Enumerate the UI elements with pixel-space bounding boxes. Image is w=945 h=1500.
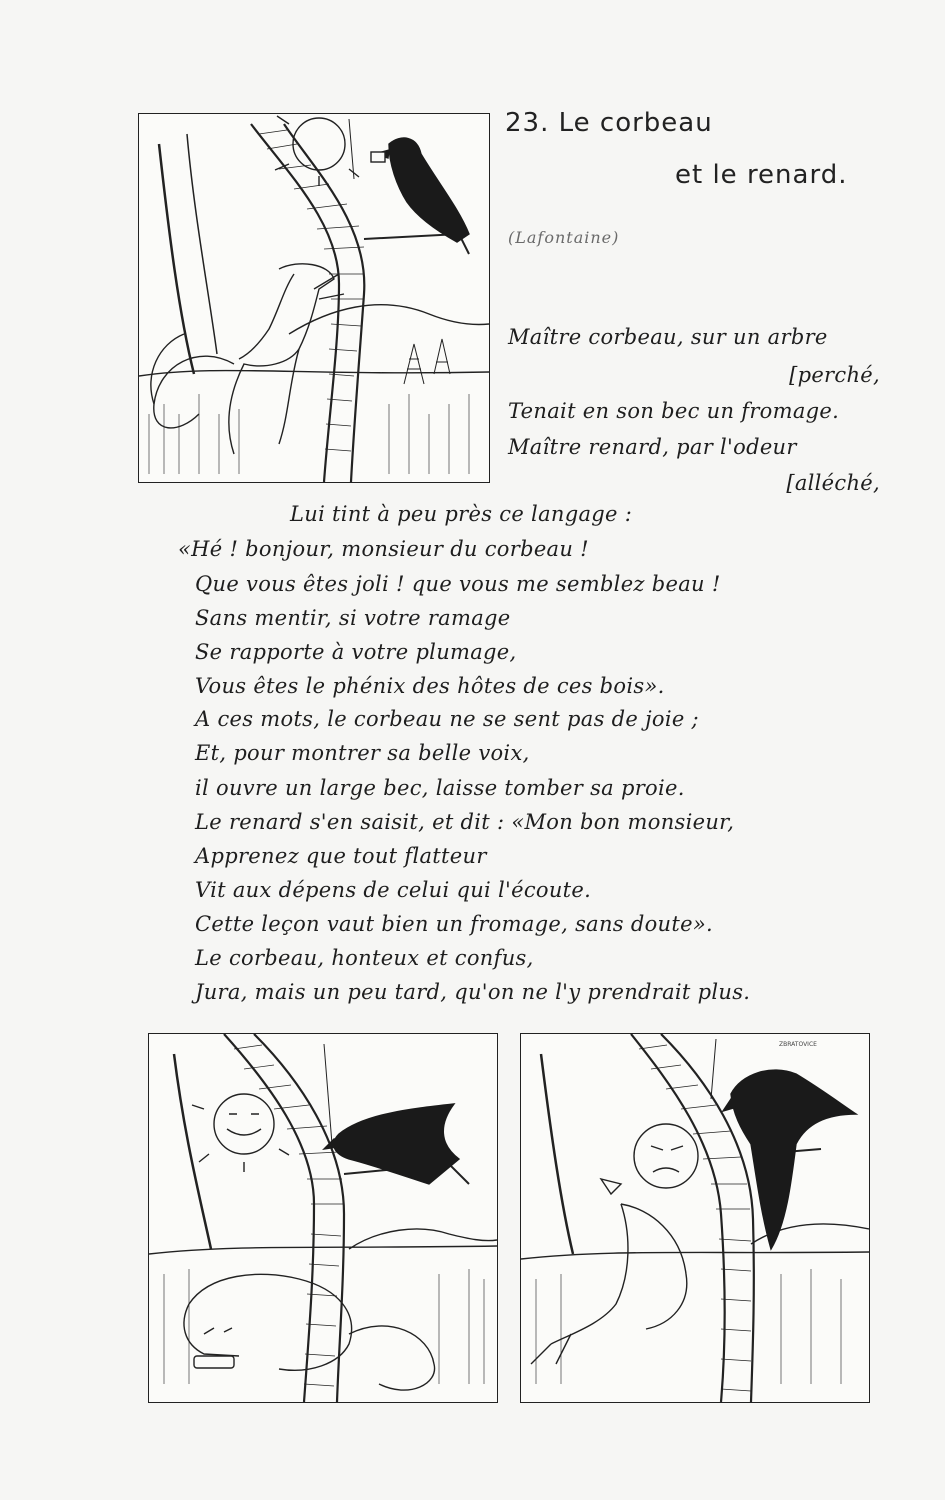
verse-line: [alléché, (786, 471, 880, 495)
verse-line: il ouvre un large bec, laisse tomber sa proie. (195, 776, 685, 800)
fox-icon (151, 264, 344, 454)
fox-icon (531, 1179, 687, 1364)
illustration-fox-running-away (520, 1033, 870, 1403)
sun-icon (192, 1094, 289, 1172)
verse-line: Vous êtes le phénix des hôtes de ces bois». (195, 674, 665, 698)
verse-line: Cette leçon vaut bien un fromage, sans doute». (195, 912, 713, 936)
page-title-line-2: et le renard. (675, 160, 848, 190)
author-attribution: (Lafontaine) (508, 228, 620, 247)
verse-line: Maître corbeau, sur un arbre (508, 325, 828, 349)
verse-line: A ces mots, le corbeau ne se sent pas de joie ; (195, 707, 699, 731)
tree-icon (224, 1034, 469, 1402)
verse-line: Le renard s'en saisit, et dit : «Mon bon monsieur, (195, 810, 735, 834)
crow-icon (371, 138, 469, 242)
fir-tree-icon (404, 339, 450, 384)
verse-line: Jura, mais un peu tard, qu'on ne l'y prendrait plus. (195, 980, 751, 1004)
verse-line: Le corbeau, honteux et confus, (195, 946, 534, 970)
verse-line: Se rapporte à votre plumage, (195, 640, 517, 664)
page-title-line-1: 23. Le corbeau (505, 108, 713, 138)
verse-line: [perché, (789, 363, 880, 387)
verse-line: Et, pour montrer sa belle voix, (195, 741, 530, 765)
verse-line: Lui tint à peu près ce langage : (290, 502, 633, 526)
artist-signature: ZBRATOVICE (779, 1041, 817, 1048)
verse-line: Maître renard, par l'odeur (508, 435, 797, 459)
verse-line: Que vous êtes joli ! que vous me semblez beau ! (195, 572, 721, 596)
crow-icon (324, 1104, 459, 1184)
illustration-fox-flattering-crow (138, 113, 490, 483)
verse-line: Tenait en son bec un fromage. (508, 399, 840, 423)
verse-line: Vit aux dépens de celui qui l'écoute. (195, 878, 592, 902)
sun-icon (275, 116, 359, 186)
illustration-fox-with-cheese (148, 1033, 498, 1403)
verse-line: Apprenez que tout flatteur (195, 844, 487, 868)
cheese-icon (194, 1356, 234, 1368)
angry-sun-icon (634, 1124, 698, 1188)
verse-line: «Hé ! bonjour, monsieur du corbeau ! (178, 537, 589, 561)
verse-line: Sans mentir, si votre ramage (195, 606, 511, 630)
